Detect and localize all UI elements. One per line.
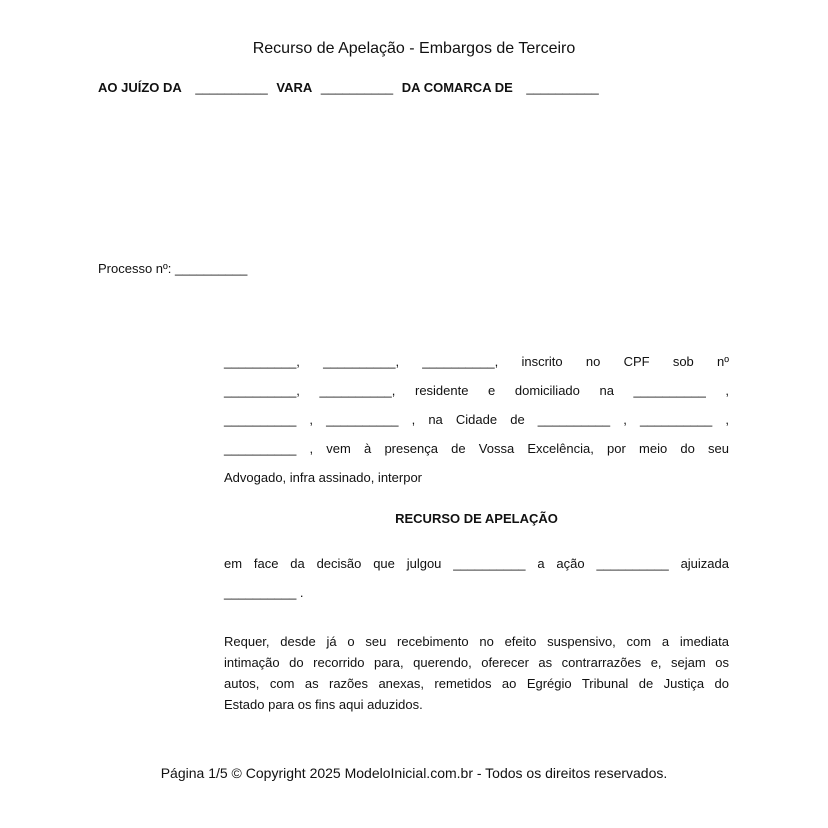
header-blank-comarca: __________ — [526, 80, 599, 95]
court-header — [98, 80, 599, 95]
request-line: autos, com as razões anexas, remetidos ao Egrégio Tribunal de Justiça do — [224, 676, 729, 691]
process-number: Processo nº: __________ — [98, 261, 248, 276]
request-line: intimação do recorrido para, querendo, oferecer as contrarrazões e, sejam os — [224, 655, 729, 670]
intro-line: __________ , vem à presença de Vossa Excelência, por meio do seu — [224, 441, 729, 456]
header-blank-juizo: __________ — [195, 80, 268, 95]
header-vara: VARA — [276, 80, 313, 95]
header-blank-vara: __________ — [320, 80, 394, 95]
decision-line-last: __________ . — [224, 585, 304, 600]
intro-line: __________, __________, __________, inscrito no CPF sob nº — [224, 354, 729, 369]
decision-line: em face da decisão que julgou __________ a ação __________ ajuizada — [224, 556, 729, 571]
page-footer: Página 1/5 © Copyright 2025 ModeloInicial.com.br - Todos os direitos reservados. — [160, 765, 668, 781]
document-title: Recurso de Apelação - Embargos de Terceiro — [252, 40, 576, 57]
intro-block — [224, 347, 729, 492]
request-line: Requer, desde já o seu recebimento no efeito suspensivo, com a imediata — [224, 634, 729, 649]
appeal-heading: RECURSO DE APELAÇÃO — [395, 511, 558, 526]
header-ao-juizo: AO JUÍZO DA — [98, 80, 182, 95]
header-comarca: DA COMARCA DE — [401, 80, 513, 95]
decision-block — [224, 549, 729, 607]
request-line-last: Estado para os fins aqui aduzidos. — [224, 697, 423, 712]
intro-line: __________ , __________ , na Cidade de __________ , __________ , — [224, 412, 729, 427]
intro-line: __________, __________, residente e domiciliado na __________ , — [224, 383, 729, 398]
request-paragraph — [224, 631, 729, 715]
intro-line-last: Advogado, infra assinado, interpor — [224, 470, 423, 485]
